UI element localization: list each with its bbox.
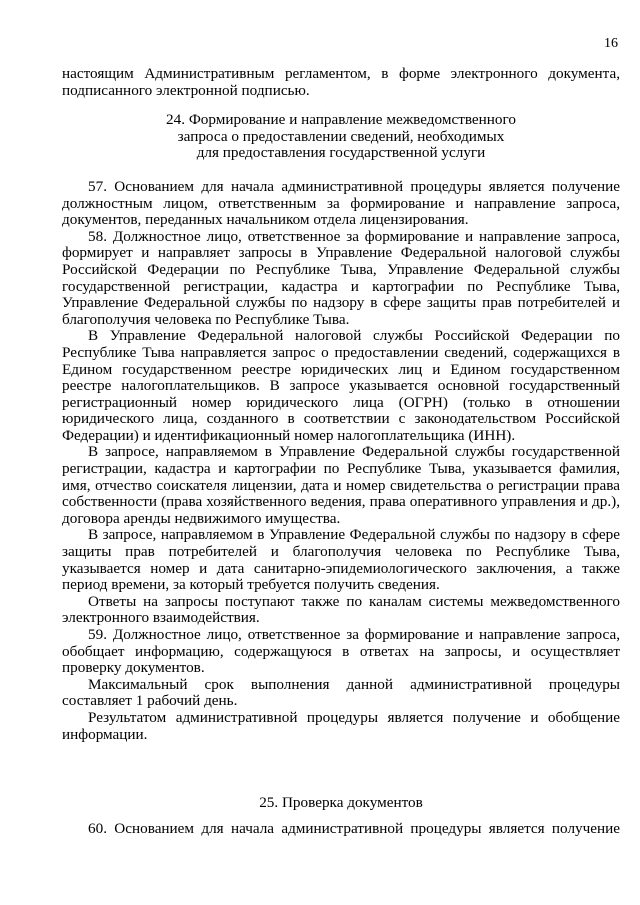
section-24-title-line: для предоставления государственной услуги [196,144,486,162]
paragraph-57: 57. Основанием для начала административной процедуры является получение должностным лицом, ответственным за формирование и направление запроса, документов, переданных начальником отдела лицензирования. [62,177,620,229]
paragraph-fns-request: В Управление Федеральной налоговой службы Российской Федерации по Республике Тыва направляется запрос о предоставлении сведений, содержащихся в Едином государственном реестре юридических лиц и Едином государственном реестре налогоплательщиков. В запросе указывается основной государственный регистрационный номер юридического лица (ОГРН) (только в отношении юридического лица, созданного в соответствии с законодательством Российской Федерации) и идентификационный номер налогоплательщика (ИНН). [62,327,620,444]
paragraph-responses: Ответы на запросы поступают также по каналам системы межведомственного электронного взаимодействия. [62,592,620,627]
paragraph-result: Результатом административной процедуры является получение и обобщение информации. [62,708,620,743]
section-25-title: 25. Проверка документов [259,794,423,812]
paragraph-rospotrebnadzor-request: В запросе, направляемом в Управление Федеральной службы по надзору в сфере защиты прав потребителей и благополучия человека по Республике Тыва, указывается номер и дата санитарно-эпидемиологического заключения, а также период времени, за который требуется получить сведения. [62,526,620,594]
spacer [62,162,620,179]
paragraph-59: 59. Должностное лицо, ответственное за формирование и направление запроса, обобщает информацию, содержащуюся в ответах на запросы, и осуществляет проверку документов. [62,626,620,677]
paragraph-60: 60. Основанием для начала административной процедуры является получение [88,819,620,837]
section-24-title [62,112,620,162]
paragraph-58: 58. Должностное лицо, ответственное за формирование и направление запроса, формирует и направляет запросы в Управление Федеральной налоговой службы Российской Федерации по Республике Тыва, Управление Федеральной службы государственной регистрации, кадастра и картографии по Республике Тыва, Управление Федеральной службы по надзору в сфере защиты прав потребителей и благополучия человека по Республике Тыва. [62,227,620,328]
section-24-title-line: запроса о предоставлении сведений, необходимых [177,127,505,145]
page-content [62,66,620,837]
section-24-title-line: 24. Формирование и направление межведомственного [166,111,516,129]
page-number: 16 [604,36,618,51]
spacer [62,743,620,795]
paragraph-rosreestr-request: В запросе, направляемом в Управление Федеральной службы государственной регистрации, кадастра и картографии по Республике Тыва, указывается фамилия, имя, отчество соискателя лицензии, дата и номер свидетельства о регистрации права собственности (права хозяйственного ведения, права оперативного управления и др.), договора аренды недвижимого имущества. [62,443,620,527]
paragraph-continuation: настоящим Административным регламентом, в форме электронного документа, подписанного электронной подписью. [62,65,620,99]
paragraph-max-term: Максимальный срок выполнения данной административной процедуры составляет 1 рабочий день. [62,675,620,710]
